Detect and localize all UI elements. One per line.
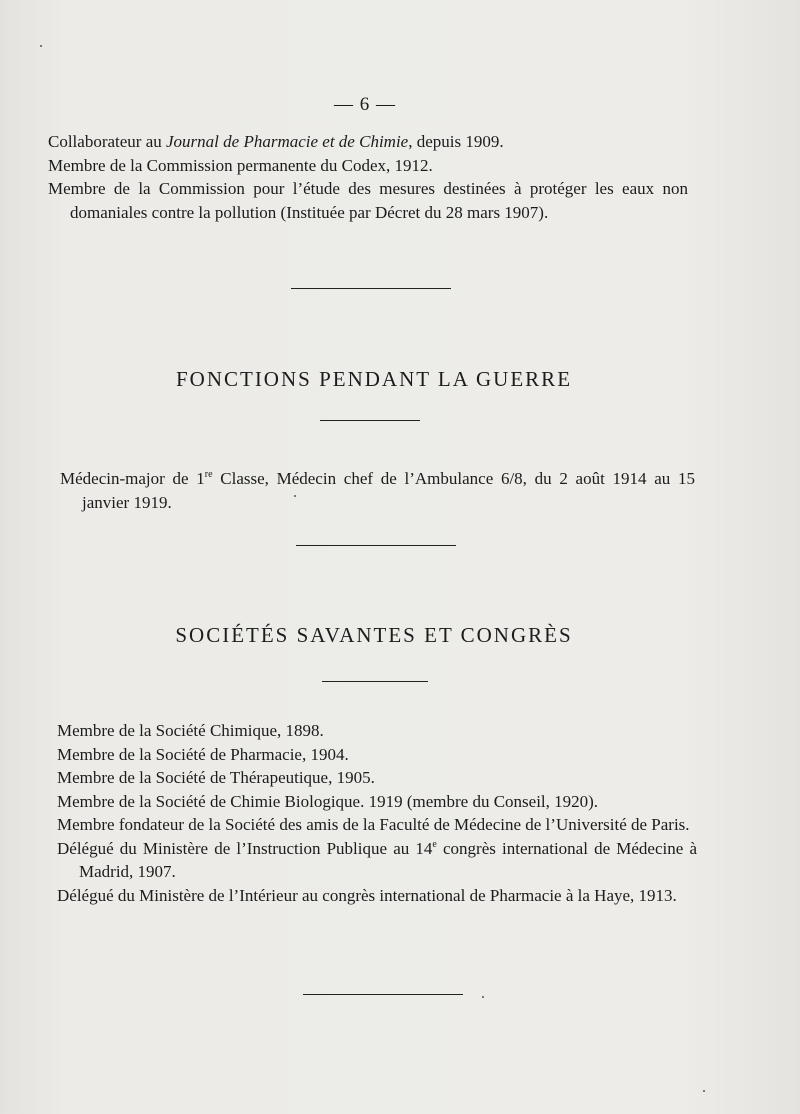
war-text [60,467,695,514]
paper-speck [40,45,42,47]
war-text-part-2: Classe, Médecin chef de l’Ambulance 6/8, du 2 août 1914 au 15 janvier 1919. [82,469,696,512]
society-item: Membre de la Société de Chimie Biologique. 1919 (membre du Conseil, 1920). [57,791,599,811]
society-item: Membre de la Société Chimique, 1898. [57,721,324,740]
society-item-part-1: Délégué du Ministère de l’Instruction Publique au 14 [57,838,433,858]
divider-rule-5 [303,994,463,995]
intro-line-journal-prefix: Collaborateur au [48,132,167,151]
paper-speck [703,1090,705,1092]
intro-line-journal-suffix: , depuis 1909. [408,132,504,151]
divider-rule-1 [291,288,451,289]
divider-rule-3 [296,545,456,546]
society-item: Membre fondateur de la Société des amis de la Faculté de Médecine de l’Université de Paris. [57,815,690,834]
society-item: Membre de la Société de Pharmacie, 1904. [57,744,349,764]
paper-speck [482,996,484,998]
society-item [57,837,697,884]
intro-line-codex: Membre de la Commission permanente du Codex, 1912. [48,155,433,175]
society-item-superscript: e [432,838,437,850]
divider-rule-4 [322,681,428,682]
war-heading: FONCTIONS PENDANT LA GUERRE [175,367,573,391]
society-item-part-2: congrès international de Médecine à Madrid, 1907. [79,838,697,881]
page-number: — 6 — [334,94,396,115]
war-section [60,467,695,514]
intro-line-journal [48,130,688,154]
paper-speck [294,495,296,497]
societies-heading: SOCIÉTÉS SAVANTES ET CONGRÈS [175,623,573,647]
intro-section [48,130,688,224]
society-item: Délégué du Ministère de l’Intérieur au congrès international de Pharmacie à la Haye, 1913. [57,885,677,905]
intro-line-commission: Membre de la Commission pour l’étude des mesures destinées à protéger les eaux non domaniales contre la pollution (Instituée par Décret du 28 mars 1907). [48,179,688,222]
society-item: Membre de la Société de Thérapeutique, 1905. [57,768,375,787]
war-text-part-1: Médecin-major de 1 [60,469,205,488]
journal-title: Journal de Pharmacie et de Chimie [166,132,409,151]
divider-rule-2 [320,420,420,421]
war-text-superscript: re [204,469,213,480]
societies-section [57,719,697,907]
